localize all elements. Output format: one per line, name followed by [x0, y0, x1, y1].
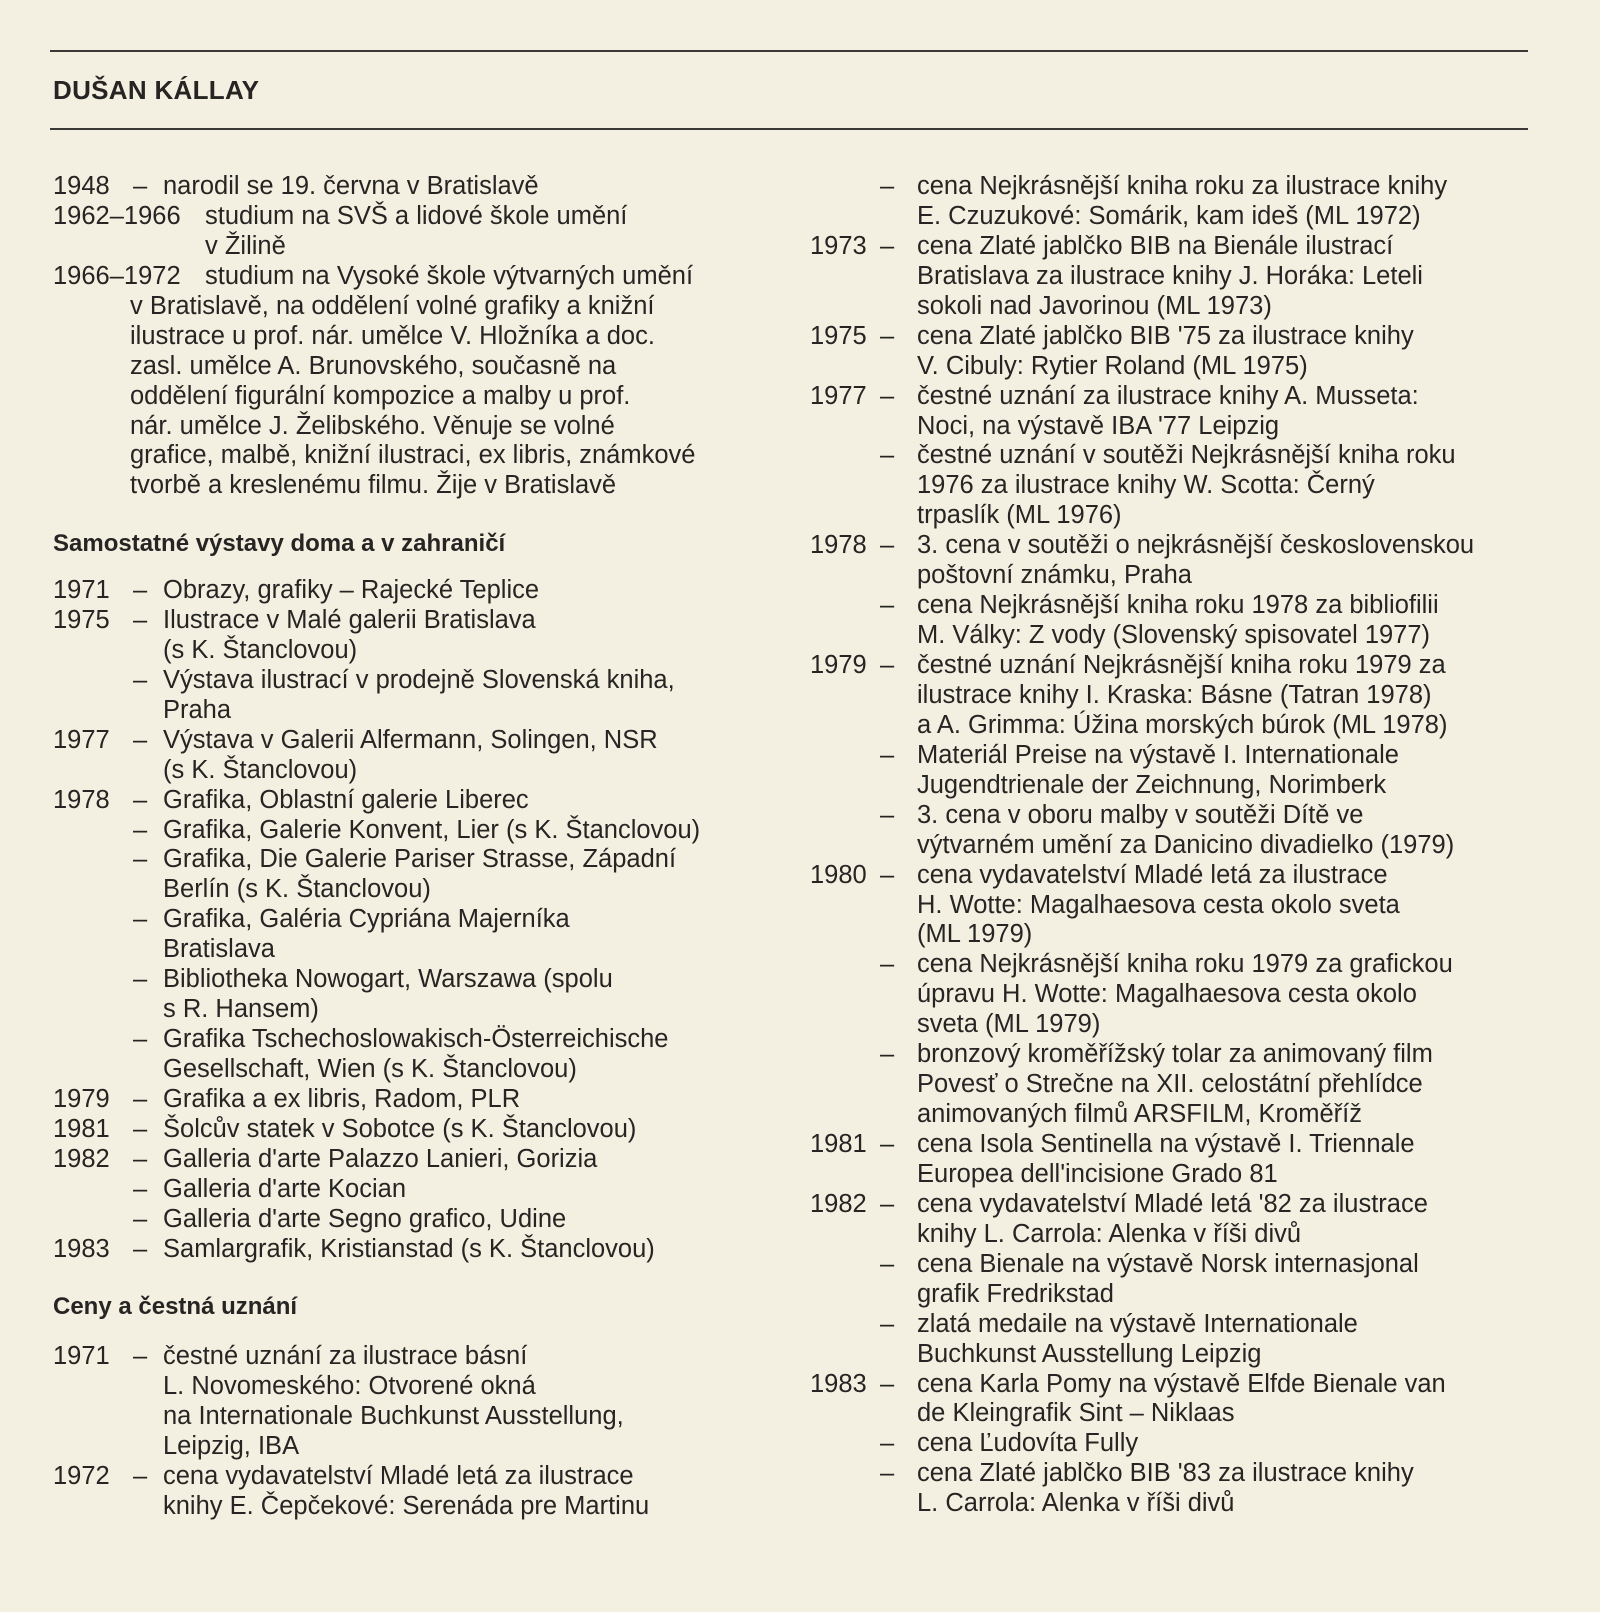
item-text: cena vydavatelství Mladé letá za ilustrace: [163, 1461, 634, 1490]
item-text: Jugendtrienale der Zeichnung, Norimberk: [917, 770, 1387, 799]
item-text: ilustrace knihy I. Kraska: Básne (Tatran 1978): [917, 680, 1432, 709]
item-dash: –: [133, 845, 148, 874]
item-text: de Kleingrafik Sint – Niklaas: [917, 1399, 1235, 1428]
item-year: 1982: [810, 1189, 867, 1218]
item-text: 3. cena v oboru malby v soutěži Dítě ve: [917, 800, 1364, 829]
item-dash: –: [880, 1130, 895, 1158]
item-text: čestné uznání Nejkrásnější kniha roku 1979 za: [917, 651, 1446, 679]
item-year: 1978: [810, 531, 867, 560]
title-rule: [50, 128, 1528, 130]
item-text: cena Karla Pomy na výstavě Elfde Bienale van: [917, 1369, 1446, 1398]
item-dash: –: [880, 1189, 895, 1218]
item-text: cena Nejkrásnější kniha roku 1978 za bibliofilii: [917, 591, 1439, 620]
item-dash: –: [880, 591, 895, 620]
item-text: a A. Grimma: Úžina morských búrok (ML 1978): [917, 710, 1448, 739]
item-text: Galleria d'arte Segno grafico, Udine: [163, 1204, 567, 1233]
item-text: L. Carrola: Alenka v říši divů: [917, 1489, 1235, 1518]
item-year: 1975: [53, 605, 110, 634]
item-dash: –: [133, 725, 148, 754]
item-text: knihy E. Čepčekové: Serenáda pre Martinu: [163, 1491, 650, 1520]
item-text: úpravu H. Wotte: Magalhaesova cesta okolo: [917, 980, 1417, 1009]
item-text: tvorbě a kreslenému filmu. Žije v Bratislavě: [130, 471, 617, 500]
item-year: 1983: [810, 1369, 867, 1398]
item-year: 1977: [53, 725, 110, 754]
item-text: výtvarném umění za Danicino divadielko (1979): [917, 830, 1455, 859]
item-year: 1983: [53, 1234, 110, 1263]
item-text: Noci, na výstavě IBA '77 Leipzig: [917, 411, 1280, 440]
item-text: v Bratislavě, na oddělení volné grafiky a knižní: [130, 291, 655, 320]
item-dash: –: [880, 381, 895, 410]
item-text: grafik Fredrikstad: [917, 1279, 1114, 1308]
item-text: bronzový kroměřížský tolar za animovaný film: [917, 1040, 1433, 1069]
item-text: Samlargrafik, Kristianstad (s K. Štanclovou): [163, 1234, 655, 1263]
item-text: Grafika Tschechoslowakisch-Österreichische: [163, 1025, 669, 1054]
item-year: 1972: [53, 1461, 110, 1490]
item-text: narodil se 19. června v Bratislavě: [163, 172, 539, 200]
item-dash: –: [133, 1234, 148, 1263]
item-text: Výstava v Galerii Alfermann, Solingen, NSR: [163, 725, 658, 754]
item-year: 1966–1972: [53, 261, 181, 290]
item-text: knihy L. Carrola: Alenka v říši divů: [917, 1219, 1302, 1248]
item-year: 1981: [810, 1130, 867, 1158]
item-text: Galleria d'arte Palazzo Lanieri, Gorizia: [163, 1144, 598, 1173]
item-text: cena Zlaté jablčko BIB na Bienále ilustrací: [917, 231, 1394, 260]
item-text: cena Nejkrásnější kniha roku za ilustrace knihy: [917, 172, 1448, 200]
item-dash: –: [133, 1461, 148, 1490]
item-text: Grafika, Die Galerie Pariser Strasse, Západní: [163, 845, 677, 874]
item-year: 1971: [53, 576, 110, 604]
item-text: Šolcův statek v Sobotce (s K. Štanclovou): [163, 1114, 637, 1143]
item-dash: –: [880, 1309, 895, 1338]
item-dash: –: [880, 651, 895, 679]
item-text: Bratislava za ilustrace knihy J. Horáka: Leteli: [917, 261, 1423, 290]
item-dash: –: [133, 905, 148, 934]
item-year: 1978: [53, 785, 110, 814]
item-year: 1975: [810, 321, 867, 350]
item-year: 1977: [810, 381, 867, 410]
item-year: 1971: [53, 1342, 110, 1370]
item-text: studium na SVŠ a lidové škole umění: [205, 201, 628, 230]
item-year: 1962–1966: [53, 201, 181, 230]
item-text: cena vydavatelství Mladé letá '82 za ilustrace: [917, 1189, 1428, 1218]
item-dash: –: [880, 172, 895, 200]
item-year: 1973: [810, 231, 867, 260]
item-text: Bratislava: [163, 935, 275, 964]
item-text: Gesellschaft, Wien (s K. Štanclovou): [163, 1055, 577, 1083]
item-dash: –: [133, 965, 148, 994]
item-text: Praha: [163, 695, 232, 724]
item-text: cena vydavatelství Mladé letá za ilustrace: [917, 860, 1388, 889]
item-text: čestné uznání v soutěži Nejkrásnější kniha roku: [917, 441, 1456, 470]
item-year: 1981: [53, 1114, 110, 1143]
item-text: sveta (ML 1979): [917, 1010, 1101, 1039]
item-dash: –: [133, 1084, 148, 1113]
item-text: Obrazy, grafiky – Rajecké Teplice: [163, 576, 540, 604]
item-text: čestné uznání za ilustrace knihy A. Musseta:: [917, 381, 1419, 410]
item-dash: –: [133, 1174, 148, 1203]
item-dash: –: [880, 860, 895, 889]
item-year: 1979: [53, 1084, 110, 1113]
item-text: M. Války: Z vody (Slovenský spisovatel 1977): [917, 621, 1431, 650]
exhibitions-heading: Samostatné výstavy doma a v zahraničí: [53, 530, 506, 557]
item-text: V. Cibuly: Rytier Roland (ML 1975): [917, 351, 1308, 380]
item-dash: –: [133, 1114, 148, 1143]
item-dash: –: [880, 800, 895, 829]
page-title: DUŠAN KÁLLAY: [53, 75, 260, 105]
item-text: sokoli nad Javorinou (ML 1973): [917, 291, 1272, 320]
item-dash: –: [880, 441, 895, 470]
item-text: Grafika, Galéria Cypriána Majerníka: [163, 905, 570, 934]
item-dash: –: [880, 1369, 895, 1398]
item-text: Ilustrace v Malé galerii Bratislava: [163, 605, 536, 634]
item-dash: –: [133, 1144, 148, 1173]
item-text: studium na Vysoké škole výtvarných umění: [205, 261, 694, 290]
item-text: Grafika a ex libris, Radom, PLR: [163, 1084, 521, 1113]
item-text: cena Nejkrásnější kniha roku 1979 za grafickou: [917, 950, 1453, 979]
item-dash: –: [133, 1342, 148, 1370]
item-year: 1980: [810, 860, 867, 889]
item-dash: –: [133, 1025, 148, 1054]
item-dash: –: [880, 1040, 895, 1069]
item-dash: –: [133, 576, 148, 604]
item-text: zlatá medaile na výstavě Internationale: [917, 1309, 1358, 1338]
item-text: trpaslík (ML 1976): [917, 501, 1122, 530]
item-dash: –: [133, 605, 148, 634]
item-text: cena Isola Sentinella na výstavě I. Triennale: [917, 1130, 1415, 1158]
item-text: H. Wotte: Magalhaesova cesta okolo sveta: [917, 890, 1400, 919]
item-text: nár. umělce J. Želibského. Věnuje se volné: [130, 411, 615, 440]
item-text: v Žilině: [205, 231, 286, 260]
item-text: cena Ľudovíta Fully: [917, 1429, 1139, 1458]
item-text: Berlín (s K. Štanclovou): [163, 875, 431, 904]
item-text: Výstava ilustrací v prodejně Slovenská kniha,: [163, 665, 675, 694]
item-dash: –: [133, 785, 148, 814]
item-text: L. Novomeského: Otvorené okná: [163, 1371, 536, 1400]
item-dash: –: [880, 231, 895, 260]
item-dash: –: [880, 321, 895, 350]
item-dash: –: [880, 1459, 895, 1488]
item-text: cena Bienale na výstavě Norsk internasjonal: [917, 1249, 1419, 1278]
item-text: oddělení figurální kompozice a malby u prof.: [130, 381, 631, 410]
item-text: (s K. Štanclovou): [163, 755, 358, 784]
item-text: Bibliotheka Nowogart, Warszawa (spolu: [163, 965, 613, 994]
item-year: 1948: [53, 172, 110, 200]
item-text: cena Zlaté jablčko BIB '83 za ilustrace knihy: [917, 1459, 1414, 1488]
item-text: na Internationale Buchkunst Ausstellung,: [163, 1401, 624, 1430]
item-dash: –: [880, 740, 895, 769]
item-dash: –: [880, 950, 895, 979]
item-text: čestné uznání za ilustrace básní: [163, 1342, 528, 1370]
item-text: animovaných filmů ARSFILM, Kroměříž: [917, 1100, 1362, 1129]
item-text: Materiál Preise na výstavě I. Internationale: [917, 740, 1399, 769]
item-text: s R. Hansem): [163, 995, 319, 1024]
item-text: Povesť o Strečne na XII. celostátní přehlídce: [917, 1070, 1423, 1099]
awards-heading: Ceny a čestná uznání: [53, 1293, 298, 1320]
item-text: (s K. Štanclovou): [163, 635, 358, 664]
item-text: grafice, malbě, knižní ilustraci, ex libris, známkové: [130, 441, 696, 470]
item-text: Galleria d'arte Kocian: [163, 1174, 406, 1203]
item-text: ilustrace u prof. nár. umělce V. Hložníka a doc.: [130, 321, 655, 350]
item-text: Europea dell'incisione Grado 81: [917, 1159, 1278, 1188]
item-dash: –: [133, 1204, 148, 1233]
item-dash: –: [133, 665, 148, 694]
item-dash: –: [880, 1249, 895, 1278]
item-text: cena Zlaté jablčko BIB '75 za ilustrace knihy: [917, 321, 1414, 350]
item-text: (ML 1979): [917, 920, 1033, 949]
item-dash: –: [133, 815, 148, 844]
item-text: Grafika, Galerie Konvent, Lier (s K. Štanclovou): [163, 815, 701, 844]
item-dash: –: [880, 1429, 895, 1458]
item-dash: –: [880, 531, 895, 560]
top-rule: [50, 50, 1528, 52]
item-text: Grafika, Oblastní galerie Liberec: [163, 785, 529, 814]
item-dash: –: [133, 172, 148, 200]
item-text: Leipzig, IBA: [163, 1431, 300, 1460]
item-text: Buchkunst Ausstellung Leipzig: [917, 1339, 1262, 1368]
item-text: 1976 za ilustrace knihy W. Scotta: Černý: [917, 471, 1375, 500]
item-text: poštovní známku, Praha: [917, 561, 1192, 590]
item-text: zasl. umělce A. Brunovského, současně na: [130, 351, 617, 380]
item-year: 1982: [53, 1144, 110, 1173]
item-text: 3. cena v soutěži o nejkrásnější československou: [917, 531, 1475, 560]
item-text: E. Czuzukové: Somárik, kam ideš (ML 1972): [917, 201, 1421, 230]
item-year: 1979: [810, 651, 867, 679]
